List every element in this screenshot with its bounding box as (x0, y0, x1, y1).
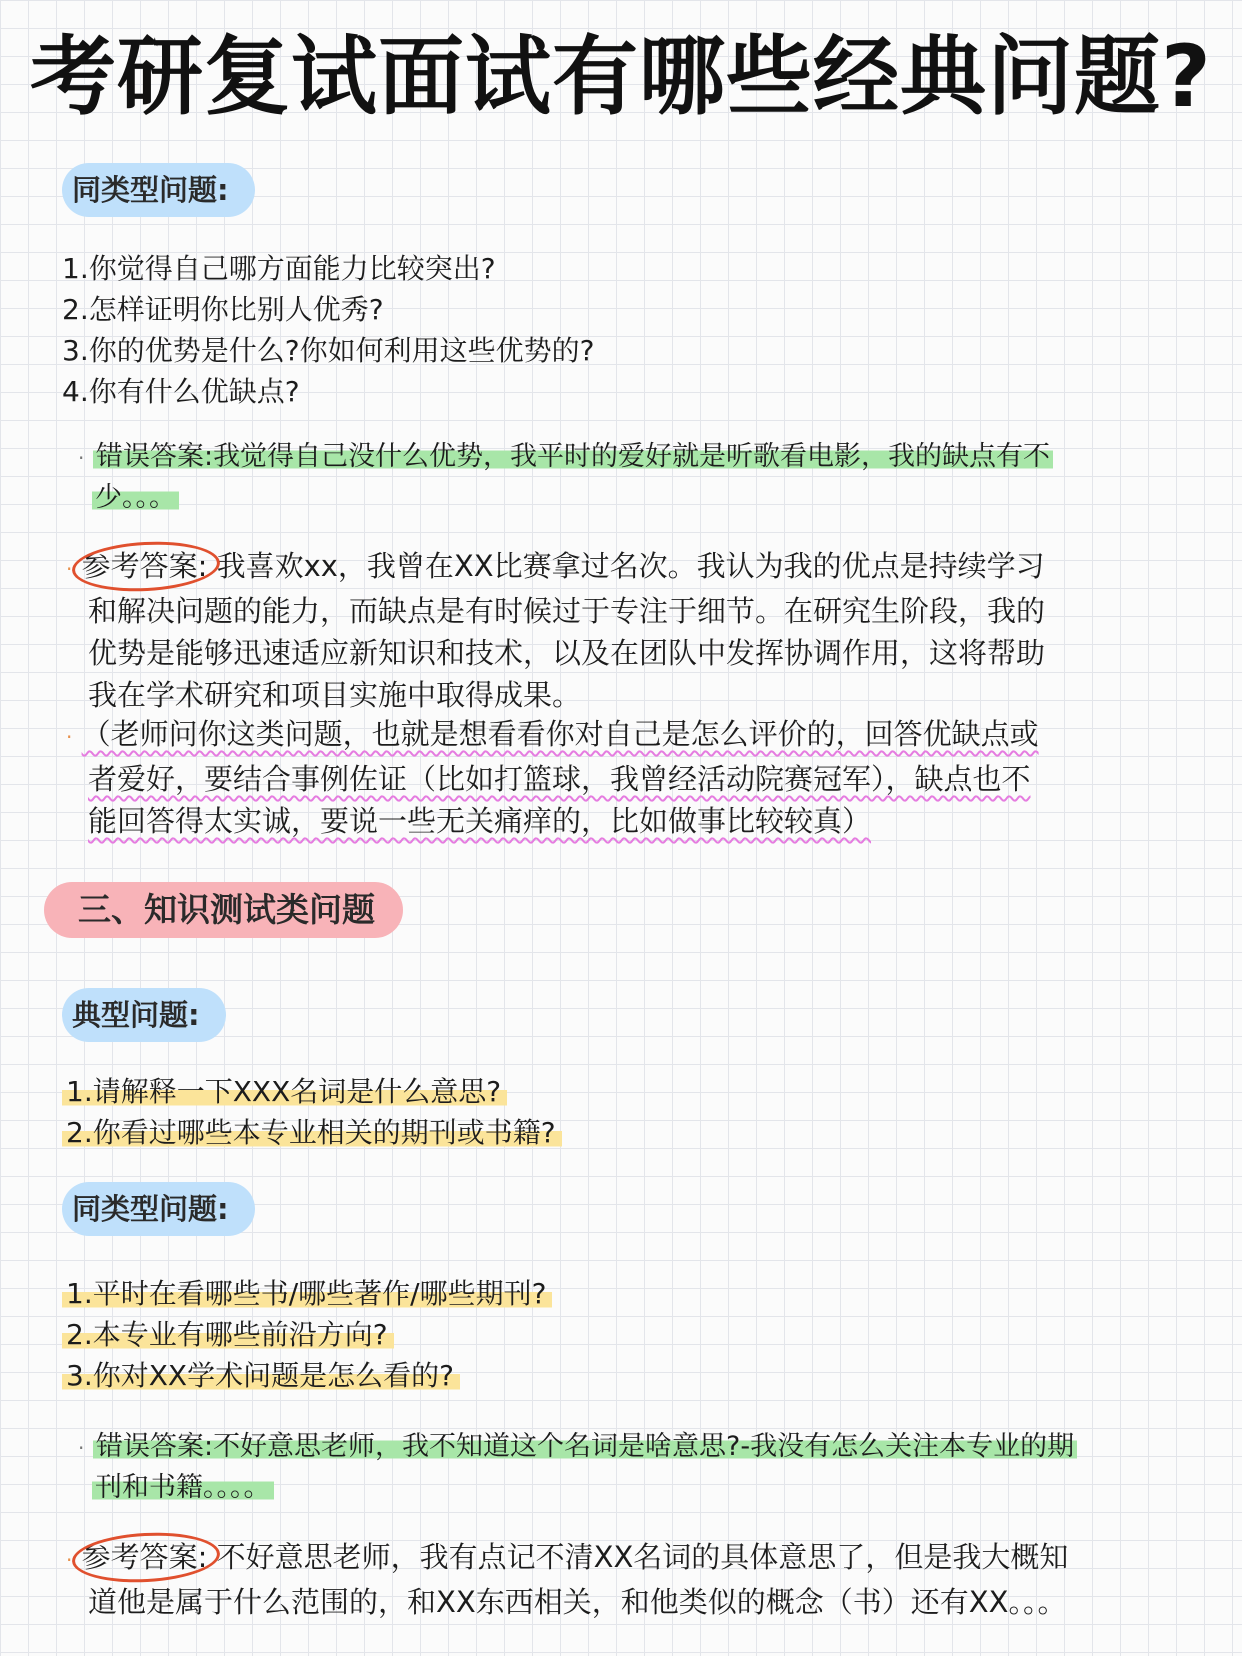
wrong-answer-block (78, 1427, 1218, 1508)
label-text: 同类型问题: (72, 1192, 229, 1226)
label-text: 同类型问题: (72, 173, 229, 207)
wrong-answer-text: 不好意思老师，我不知道这个名词是啥意思?-我没有怎么关注本专业的期 (213, 1431, 1075, 1462)
typical-questions-label (62, 988, 226, 1042)
list-item: 3.你的优势是什么?你如何利用这些优势的? (62, 334, 595, 367)
list-item: 2.本专业有哪些前沿方向? (62, 1318, 394, 1351)
similar-question-list (62, 1273, 552, 1396)
wrong-answer-prefix: 错误答案: (95, 1431, 214, 1462)
bullet: · (78, 446, 85, 470)
label-text: 典型问题: (72, 998, 200, 1032)
note-text: 能回答得太实诚，要说一些无关痛痒的，比如做事比较较真） (88, 804, 872, 838)
list-item: 2.你看过哪些本专业相关的期刊或书籍? (62, 1116, 562, 1149)
note-text: （老师问你这类问题，也就是想看看你对自己是怎么评价的，回答优缺点或 (81, 717, 1039, 751)
list-item: 2.怎样证明你比别人优秀? (62, 293, 384, 326)
similar-questions-label (62, 163, 255, 217)
reference-answer-text: 我在学术研究和项目实施中取得成果。 (88, 678, 582, 712)
typical-question-list (62, 1071, 562, 1153)
list-item: 1.平时在看哪些书/哪些著作/哪些期刊? (62, 1277, 552, 1310)
wrong-answer-block (78, 437, 1198, 518)
reference-answer-text: 道他是属于什么范围的，和XX东西相关，和他类似的概念（书）还有XX。。。 (88, 1585, 1067, 1619)
list-item: 4.你有什么优缺点? (62, 375, 300, 408)
reference-answer-label: 参考答案: (82, 1536, 208, 1578)
wrong-answer-text: 我觉得自己没什么优势，我平时的爱好就是听歌看电影，我的缺点有不 (213, 441, 1051, 472)
reference-answer-text: 我喜欢xx，我曾在XX比赛拿过名次。我认为我的优点是持续学习 (216, 549, 1045, 583)
reference-answer-text: 和解决问题的能力，而缺点是有时候过于专注于细节。在研究生阶段，我的 (88, 594, 1046, 628)
list-item: 1.你觉得自己哪方面能力比较突出? (62, 252, 496, 285)
wrong-answer-line-1 (93, 1431, 1077, 1462)
reference-answer-text: 优势是能够迅速适应新知识和技术，以及在团队中发挥协调作用，这将帮助 (88, 636, 1046, 670)
heading-text: 三、知识测试类问题 (78, 890, 375, 929)
bullet: · (66, 1548, 73, 1572)
list-item: 1.请解释一下XXX名词是什么意思? (62, 1075, 507, 1108)
reference-answer-block (66, 1536, 1226, 1623)
section-heading (44, 882, 403, 938)
similar-questions-label (62, 1182, 255, 1236)
bullet: · (78, 1436, 85, 1460)
list-item: 3.你对XX学术问题是怎么看的? (62, 1359, 460, 1392)
bullet: · (66, 557, 73, 581)
wrong-answer-line-2: 少。。。 (92, 482, 179, 513)
wrong-answer-line-2: 刊和书籍。。。。 (92, 1472, 274, 1503)
bullet: · (66, 725, 73, 749)
wrong-answer-prefix: 错误答案: (95, 441, 214, 472)
question-list (62, 248, 594, 412)
teacher-note-block (66, 713, 1196, 842)
reference-answer-label: 参考答案: (82, 545, 208, 587)
note-text: 者爱好，要结合事例佐证（比如打篮球，我曾经活动院赛冠军），缺点也不 (88, 762, 1031, 796)
wrong-answer-line-1 (93, 441, 1053, 472)
page-title: 考研复试面试有哪些经典问题? (30, 27, 1212, 127)
reference-answer-text: 不好意思老师，我有点记不清XX名词的具体意思了，但是我大概知 (216, 1540, 1069, 1574)
reference-answer-block (66, 545, 1196, 716)
